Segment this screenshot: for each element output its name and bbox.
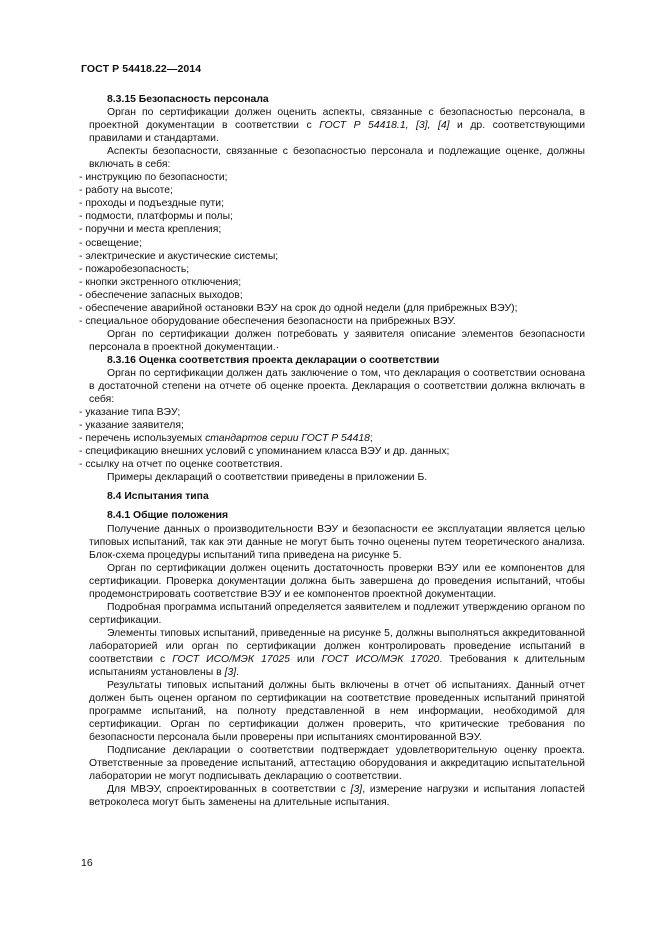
list-item: - специальное оборудование обеспечения безопасности на прибрежных ВЭУ. xyxy=(89,315,585,328)
list-item: - указание заявителя; xyxy=(89,419,585,432)
paragraph: Примеры деклараций о соответствии приведены в приложении Б. xyxy=(107,472,428,484)
section-heading-8-3-16: 8.3.16 Оценка соответствия проекта декларации о соответствии xyxy=(107,354,440,366)
reference: [3] xyxy=(350,784,363,796)
reference: ГОСТ ИСО/МЭК 17020 xyxy=(321,653,440,665)
list-item: - подмости, платформы и полы; xyxy=(89,210,585,223)
paragraph: Подписание декларации о соответствии подтверждает удовлетворительную оценку проекта. Ответственные за проведение испытаний, аттестацию оборудования и аккредитацию испытательной лаборатории не могут подписывать декларацию о соответствии. xyxy=(89,745,585,783)
page-number: 16 xyxy=(81,857,93,869)
paragraph: Аспекты безопасности, связанные с безопасностью персонала и подлежащие оценке, должны включать в себя: xyxy=(89,146,585,171)
list-item: - обеспечение аварийной остановки ВЭУ на срок до одной недели (для прибрежных ВЭУ); xyxy=(89,302,585,315)
reference: ГОСТ Р 54418.1, [3], [4] xyxy=(319,120,450,132)
declaration-contents-list xyxy=(85,406,585,471)
list-item: - ссылку на отчет по оценке соответствия. xyxy=(89,458,585,471)
list-item: - электрические и акустические системы; xyxy=(89,250,585,263)
paragraph: Орган по сертификации должен потребовать у заявителя описание элементов безопасности персонала в проектной документации.· xyxy=(89,328,585,353)
list-item: - поручни и места крепления; xyxy=(89,223,585,236)
section-heading-8-4-1: 8.4.1 Общие положения xyxy=(107,510,229,522)
paragraph: Элементы типовых испытаний, приведенные на рисунке 5, должны выполняться аккредитованной лабораторией или орган по сертификации должен контролировать проведение испытаний в соответствии с ГОСТ ИСО/МЭК 17025 или ГОСТ ИСО/МЭК 17020. Требования к длительным испытаниям установлены в [3]. xyxy=(89,627,586,679)
paragraph: Результаты типовых испытаний должны быть включены в отчет об испытаниях. Данный отчет должен быть оценен органом по сертификации на соответствие проведенных испытаний принятой программе испытаний, на полноту представленной в нем информации, необходимой для сертификации. Орган по сертификации должен проверить, что критические требования по безопасности персонала были проверены при испытаниях смонтированной ВЭУ. xyxy=(89,680,585,744)
paragraph: Орган по сертификации должен оценить достаточность проверки ВЭУ или ее компонентов для сертификации. Проверка документации должна быть завершена до проведения испытаний, чтобы продемонстрировать соответствие ВЭУ и ее компонентов проектной документации. xyxy=(89,562,585,600)
paragraph: Для МВЭУ, спроектированных в соответствии с [3], измерение нагрузки и испытания лопастей ветроколеса могут быть заменены на длительные испытания. xyxy=(89,784,585,809)
paragraph: Орган по сертификации должен оценить аспекты, связанные с безопасностью персонала, в проектной документации в соответствии с ГОСТ Р 54418.1, [3], [4] и др. соответствующими правилами и стандартами. xyxy=(89,107,586,145)
document-body xyxy=(85,93,586,810)
paragraph: Орган по сертификации должен дать заключение о том, что декларация о соответствии основана в достаточной степени на отчете об оценке проекта. Декларация о соответствии должна включать в себя: xyxy=(89,367,585,406)
list-item: - указание типа ВЭУ; xyxy=(89,406,585,419)
reference: стандартов серии ГОСТ Р 54418 xyxy=(205,433,370,445)
list-item: - пожаробезопасность; xyxy=(89,263,585,276)
safety-aspects-list xyxy=(85,171,585,328)
list-item: - проходы и подъездные пути; xyxy=(89,197,585,210)
document-header: ГОСТ Р 54418.22—2014 xyxy=(81,63,202,75)
list-item: - работу на высоте; xyxy=(89,184,585,197)
list-item: - освещение; xyxy=(89,237,585,250)
reference: [3] xyxy=(224,667,237,679)
list-item: - кнопки экстренного отключения; xyxy=(89,276,585,289)
list-item: - инструкцию по безопасности; xyxy=(89,171,585,184)
paragraph: Получение данных о производительности ВЭУ и безопасности ее эксплуатации является целью типовых испытаний, так как эти данные не могут быть точно оценены путем теоретического анализа. Блок-схема процедуры испытаний типа приведена на рисунке 5. xyxy=(89,523,585,561)
list-item: - обеспечение запасных выходов; xyxy=(89,289,585,302)
paragraph: Подробная программа испытаний определяется заявителем и подлежит утверждению органом по сертификации. xyxy=(89,601,585,626)
list-item: - перечень используемых стандартов серии ГОСТ Р 54418; xyxy=(89,432,585,445)
section-heading-8-3-15: 8.3.15 Безопасность персонала xyxy=(107,94,269,105)
reference: ГОСТ ИСО/МЭК 17025 xyxy=(172,653,290,665)
list-item: - спецификацию внешних условий с упоминанием класса ВЭУ и др. данных; xyxy=(89,445,585,458)
section-heading-8-4: 8.4 Испытания типа xyxy=(107,491,209,503)
